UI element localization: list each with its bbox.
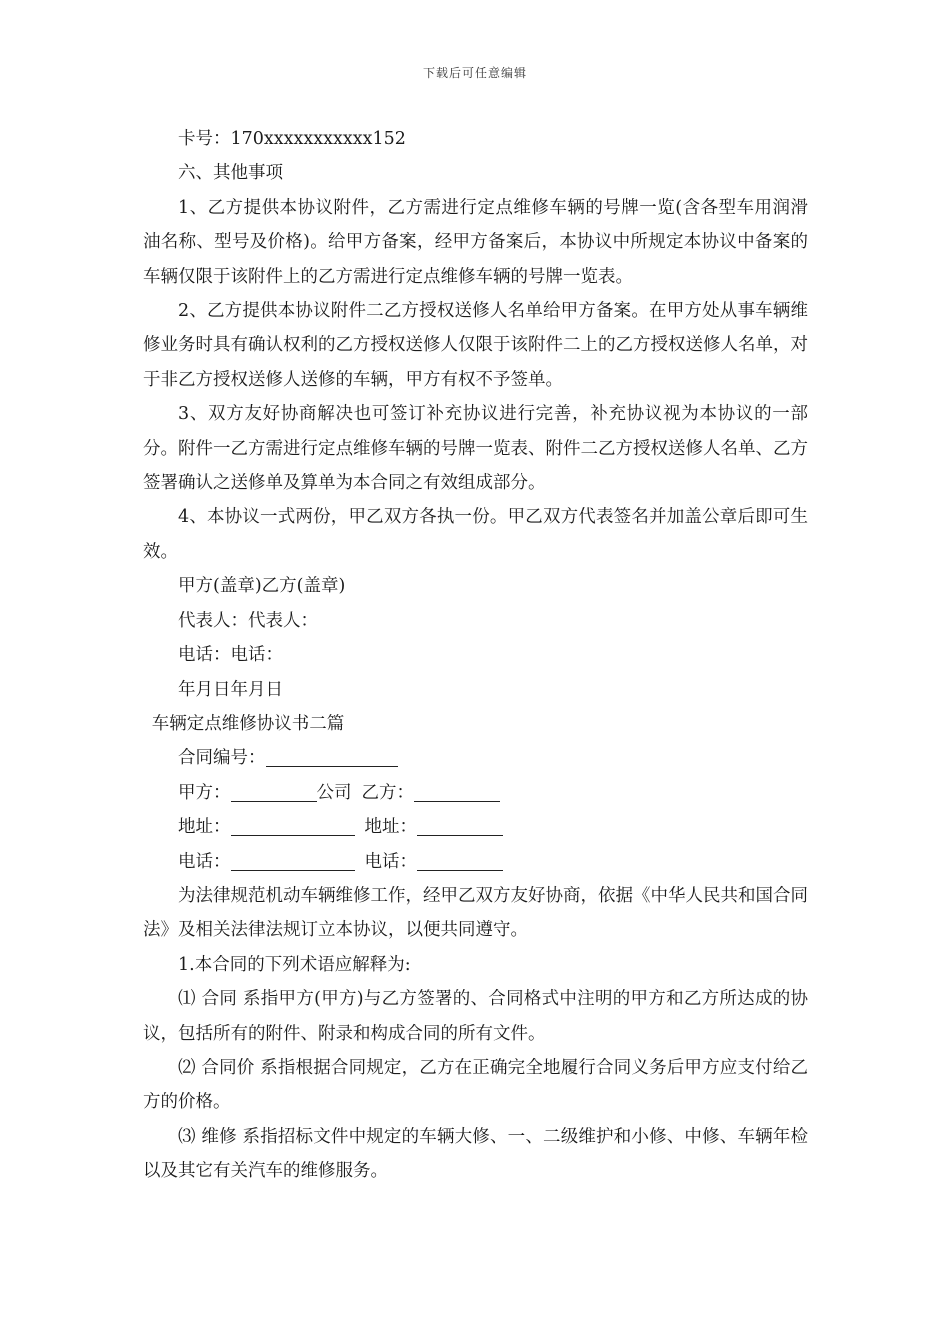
address-b-blank: [417, 813, 503, 836]
clause-2: 2、乙方提供本协议附件二乙方授权送修人名单给甲方备案。在甲方处从事车辆维修业务时具有确认权利的乙方授权送修人仅限于该附件二上的乙方授权送修人名单，对于非乙方授权送修人送修的车辆，甲方有权不予签单。: [143, 301, 808, 390]
contract-number-label: 合同编号：: [178, 748, 266, 769]
term-contract-price: ⑵ 合同价 系指根据合同规定，乙方在正确完全地履行合同义务后甲方应支付给乙方的价格。: [143, 1057, 808, 1113]
intro-paragraph: 为法律规范机动车辆维修工作，经甲乙双方友好协商，依据《中华人民共和国合同法》及相关法律法规订立本协议，以便共同遵守。: [143, 885, 808, 941]
signature-parties: 甲方(盖章)乙方(盖章): [178, 576, 346, 597]
document-body: [143, 122, 808, 1189]
section-heading: 六、其他事项: [178, 163, 283, 184]
contract-number-blank: [266, 744, 398, 767]
phone-a-blank: [231, 848, 355, 871]
party-a-blank: [231, 779, 317, 802]
clause-1: 1、乙方提供本协议附件，乙方需进行定点维修车辆的号牌一览(含各型车用润滑油名称、型号及价格)。给甲方备案，经甲方备案后，本协议中所规定本协议中备案的车辆仅限于该附件上的乙方需进行定点维修车辆的号牌一览表。: [143, 197, 808, 287]
address-a-label: 地址：: [178, 817, 231, 838]
page-header: 下载后可任意编辑: [422, 66, 527, 80]
party-a-company: 公司: [316, 782, 352, 803]
term-maintenance: ⑶ 维修 系指招标文件中规定的车辆大修、一、二级维护和小修、中修、车辆年检以及其它有关汽车的维修服务。: [143, 1126, 808, 1182]
phone-b-blank: [417, 848, 503, 871]
address-b-label: 地址：: [364, 817, 417, 838]
terms-intro: 1.本合同的下列术语应解释为:: [178, 954, 411, 975]
phone-line: [143, 845, 808, 879]
document-title: 车辆定点维修协议书二篇: [151, 713, 345, 734]
clause-3: 3、双方友好协商解决也可签订补充协议进行完善，补充协议视为本协议的一部分。附件一乙方需进行定点维修车辆的号牌一览表、附件二乙方授权送修人名单、乙方签署确认之送修单及算单为本合同之有效组成部分。: [143, 404, 808, 494]
address-line: [143, 810, 808, 844]
party-b-blank: [414, 779, 500, 802]
phone-a-label: 电话：: [178, 851, 231, 872]
phone-b-label: 电话：: [364, 851, 417, 872]
signature-representatives: 代表人：代表人：: [178, 610, 318, 631]
contract-number-line: [143, 741, 808, 775]
card-number: 卡号：170xxxxxxxxxxx152: [178, 129, 406, 149]
party-a-label: 甲方：: [178, 782, 231, 803]
parties-line: [143, 776, 808, 810]
signature-phones: 电话：电话：: [178, 645, 283, 666]
party-b-label: 乙方：: [361, 782, 414, 803]
signature-dates: 年月日年月日: [178, 679, 283, 700]
clause-4: 4、本协议一式两份，甲乙双方各执一份。甲乙双方代表签名并加盖公章后即可生效。: [143, 507, 808, 562]
term-contract: ⑴ 合同 系指甲方(甲方)与乙方签署的、合同格式中注明的甲方和乙方所达成的协议，包括所有的附件、附录和构成合同的所有文件。: [143, 989, 808, 1044]
address-a-blank: [231, 813, 355, 836]
